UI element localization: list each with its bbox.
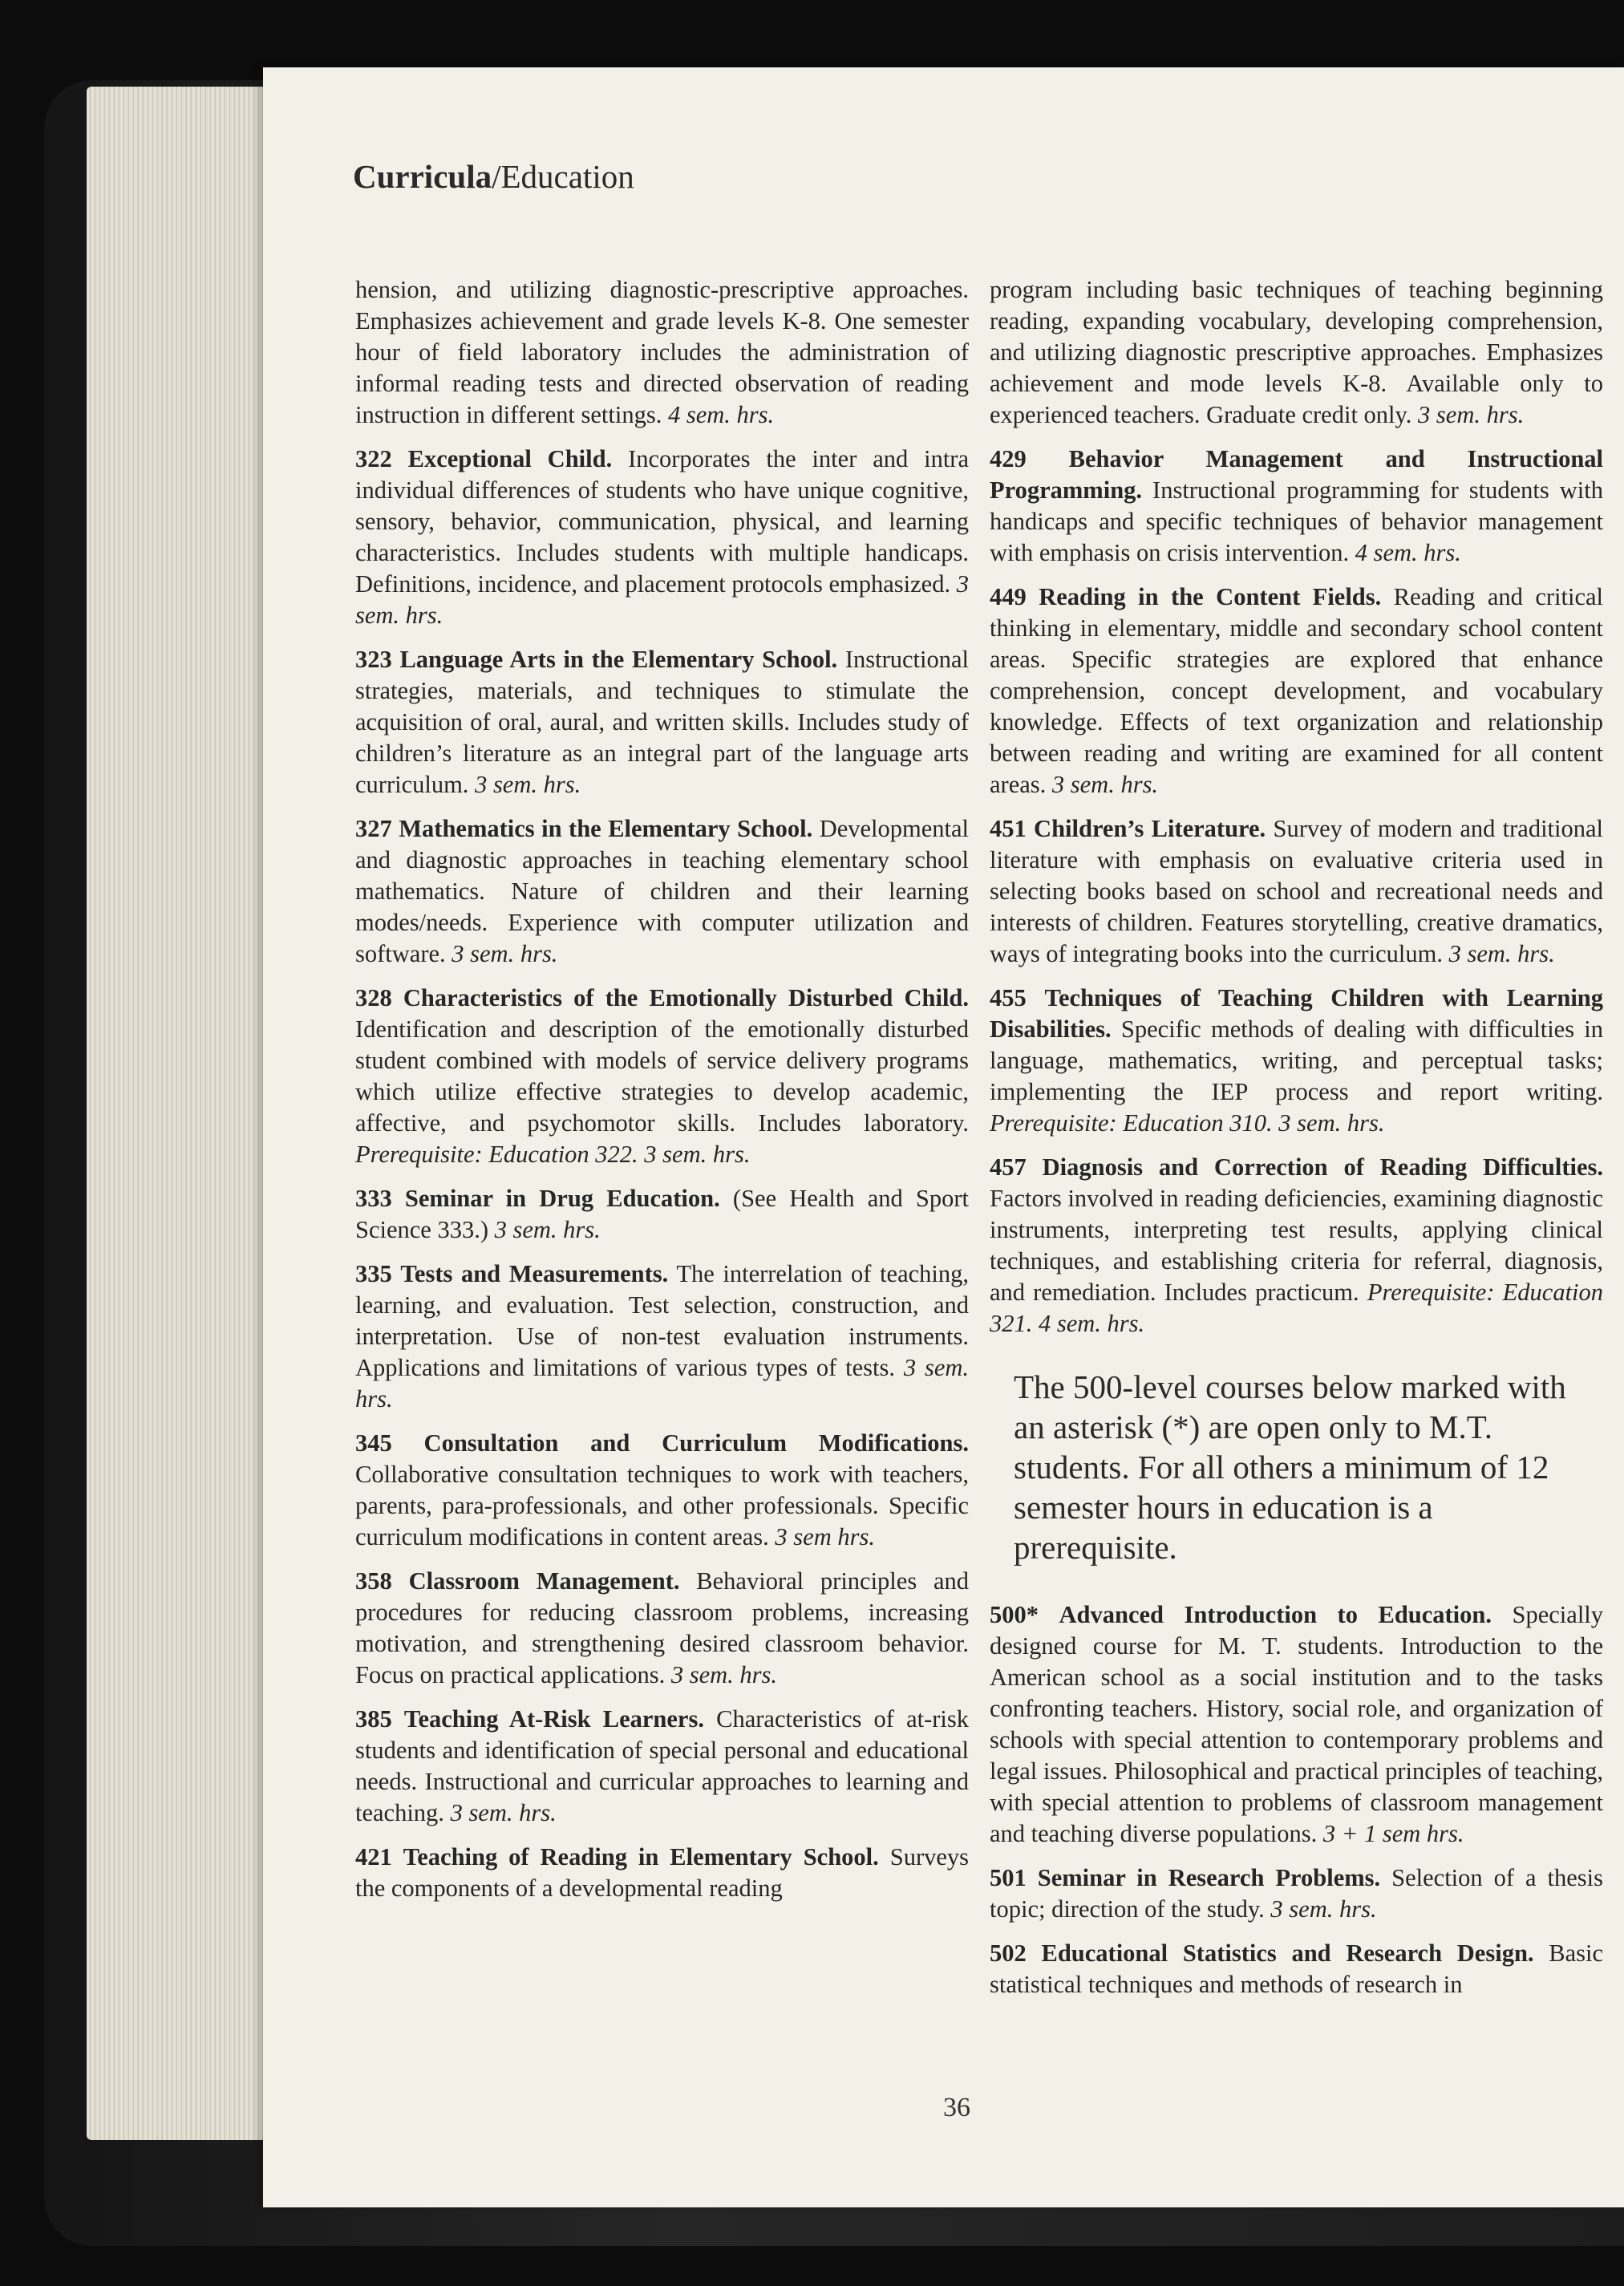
course-title: Characteristics of the Emotionally Disturbed Child. xyxy=(403,984,970,1011)
course-title: Tests and Measurements. xyxy=(400,1260,669,1287)
credit-hours: 4 sem. hrs. xyxy=(667,401,775,428)
course-description: Reading and critical thinking in elementary, middle and secondary school content areas. Specific strategies are explored that enhance comprehension, concept development, and vocabulary knowledge. Effects of text organization and relationship between reading and writing are examined for all content areas. xyxy=(990,583,1604,798)
graduate-course-entries xyxy=(990,1599,1603,2000)
left-column xyxy=(355,274,969,1917)
course-description: Developmental and diagnostic approaches in teaching elementary school mathematics. Nature of children and their learning modes/needs. Experience with computer utilization and software. xyxy=(355,815,970,967)
course-number: 429 xyxy=(990,445,1027,472)
course-title: Teaching of Reading in Elementary School. xyxy=(403,1843,879,1871)
course-entry xyxy=(990,582,1603,801)
course-entry xyxy=(355,1842,969,1904)
course-title: Advanced Introduction to Education. xyxy=(1059,1601,1492,1628)
course-description: The interrelation of teaching, learning, and evaluation. Test selection, construction, and interpretation. Use of non-test evaluation instruments. Applications and limitations of various types of tests. xyxy=(355,1260,970,1381)
right-column-entries xyxy=(990,274,1603,1340)
credit-hours: 3 sem. hrs. xyxy=(1418,401,1525,428)
prerequisite-course: Education 322. xyxy=(488,1141,638,1168)
course-description: Behavioral principles and procedures for reducing classroom problems, increasing motivation, and strengthening desired classroom behavior. Focus on practical applications. xyxy=(355,1567,970,1688)
course-title: Exceptional Child. xyxy=(407,445,613,472)
course-title: Teaching At-Risk Learners. xyxy=(403,1705,704,1733)
credit-hours: 3 sem. hrs. xyxy=(450,1799,557,1826)
course-title: Classroom Management. xyxy=(408,1567,680,1595)
course-description: Selection of a thesis topic; direction of the study. xyxy=(990,1864,1604,1923)
course-number: 455 xyxy=(990,984,1027,1011)
prerequisite-label: Prerequisite: xyxy=(1367,1279,1495,1306)
credit-hours: 3 sem. hrs. xyxy=(644,1141,751,1168)
prerequisite-course: Education 321. xyxy=(990,1279,1604,1337)
page-edges xyxy=(87,87,279,2140)
course-entry xyxy=(990,1152,1603,1340)
course-number: 457 xyxy=(990,1153,1027,1181)
course-entry xyxy=(355,1183,969,1246)
credit-hours: 3 sem. hrs. xyxy=(1270,1895,1377,1923)
course-entry xyxy=(990,983,1603,1139)
course-number: 502 xyxy=(990,1939,1027,1967)
credit-hours: 4 sem. hrs. xyxy=(1039,1310,1145,1337)
running-head xyxy=(353,157,634,196)
course-description: Collaborative consultation techniques to work with teachers, parents, para-professionals, and other professionals. Specific curriculum modifications in content areas. xyxy=(355,1461,969,1550)
credit-hours: 3 sem. hrs. xyxy=(475,771,581,798)
credit-hours: 3 + 1 sem hrs. xyxy=(1322,1820,1464,1847)
credit-hours: 3 sem. hrs. xyxy=(670,1661,778,1688)
credit-hours: 4 sem. hrs. xyxy=(1355,539,1461,566)
right-column xyxy=(990,274,1603,2013)
course-title: Reading in the Content Fields. xyxy=(1039,583,1382,610)
course-title: Seminar in Drug Education. xyxy=(404,1185,720,1212)
course-description: Surveys the components of a developmental reading xyxy=(355,1843,970,1902)
credit-hours: 3 sem. hrs. xyxy=(1448,940,1555,967)
course-title: Diagnosis and Correction of Reading Difficulties. xyxy=(1042,1153,1603,1181)
course-entry xyxy=(990,1599,1603,1850)
prerequisite-label: Prerequisite: xyxy=(355,1141,483,1168)
course-entry xyxy=(355,444,969,631)
course-title: Children’s Literature. xyxy=(1034,815,1266,842)
course-description: hension, and utilizing diagnostic-prescriptive approaches. Emphasizes achievement and grade levels K-8. One semester hour of field laboratory includes the administration of informal reading tests and directed observation of reading instruction in different settings. xyxy=(355,276,969,428)
credit-hours: 3 sem. hrs. xyxy=(452,940,558,967)
course-title: Language Arts in the Elementary School. xyxy=(399,646,838,673)
course-number: 421 xyxy=(355,1843,392,1871)
prerequisite-label: Prerequisite: xyxy=(990,1109,1117,1137)
credit-hours: 3 sem. hrs. xyxy=(1278,1109,1385,1137)
running-head-subsection: /Education xyxy=(492,158,634,195)
course-entry xyxy=(990,274,1603,431)
course-number: 323 xyxy=(355,646,392,673)
course-description: Incorporates the inter and intra individual differences of students who have unique cognitive, sensory, behavior, communication, physical, and learning characteristics. Includes students with multiple handicaps. Definitions, incidence, and placement protocols emphasized. xyxy=(355,445,969,598)
course-number: 449 xyxy=(990,583,1027,610)
credit-hours: 3 sem. hrs. xyxy=(355,570,970,629)
course-description: Characteristics of at-risk students and identification of special personal and educational needs. Instructional and curricular approaches to learning and teaching. xyxy=(355,1705,970,1826)
course-title: Seminar in Research Problems. xyxy=(1037,1864,1381,1891)
course-number: 358 xyxy=(355,1567,392,1595)
course-description: Survey of modern and traditional literature with emphasis on evaluative criteria used in selecting books based on school and recreational needs and interests of children. Features storytelling, creative dramatics, ways of integrating books into the curriculum. xyxy=(990,815,1604,967)
course-entry xyxy=(355,1704,969,1829)
credit-hours: 3 sem. hrs. xyxy=(494,1216,601,1243)
credit-hours: 3 sem. hrs. xyxy=(355,1354,970,1413)
course-entry xyxy=(355,1428,969,1553)
course-number: 500* xyxy=(990,1601,1039,1628)
course-description: Instructional strategies, materials, and techniques to stimulate the acquisition of oral, aural, and written skills. Includes study of children’s literature as an integral part of the language arts curriculum. xyxy=(355,646,970,798)
graduate-notice: The 500-level courses below marked with an asterisk (*) are open only to M.T. students. For all others a minimum of 12 semester hours in education is a prerequisite. xyxy=(1014,1368,1566,1566)
course-entry xyxy=(355,983,969,1170)
course-title: Educational Statistics and Research Design. xyxy=(1041,1939,1534,1967)
course-entry xyxy=(355,1259,969,1415)
course-entry xyxy=(990,1938,1603,2000)
course-description: Specially designed course for M. T. students. Introduction to the American school as a social institution and to the tasks confronting teachers. History, social role, and organization of schools with special attention to contemporary problems and legal issues. Philosophical and practical principles of teaching, with special attention to problems of classroom management and teaching diverse populations. xyxy=(990,1601,1604,1847)
page-number: 36 xyxy=(943,2093,970,2122)
course-entry xyxy=(990,444,1603,569)
course-entry xyxy=(355,813,969,970)
course-entry xyxy=(355,644,969,801)
course-entry xyxy=(990,813,1603,970)
course-title: Mathematics in the Elementary School. xyxy=(399,815,813,842)
course-title: Techniques of Teaching Children with Learning Disabilities. xyxy=(990,984,1604,1043)
credit-hours: 3 sem. hrs. xyxy=(1051,771,1159,798)
course-number: 501 xyxy=(990,1864,1027,1891)
course-number: 345 xyxy=(355,1429,392,1457)
course-description: Identification and description of the emotionally disturbed student combined with models of service delivery programs which utilize effective strategies to develop academic, affective, and psychomotor skills. Includes laboratory. xyxy=(355,1015,969,1137)
course-number: 385 xyxy=(355,1705,392,1733)
course-description: program including basic techniques of teaching beginning reading, expanding vocabulary, developing comprehension, and utilizing diagnostic prescriptive approaches. Emphasizes achievement and mode levels K-8. Available only to experienced teachers. Graduate credit only. xyxy=(990,276,1603,428)
course-number: 451 xyxy=(990,815,1027,842)
credit-hours: 3 sem hrs. xyxy=(775,1523,875,1550)
running-head-section: Curricula xyxy=(353,158,492,195)
course-title: Consultation and Curriculum Modifications. xyxy=(423,1429,969,1457)
course-description: Instructional programming for students with handicaps and specific techniques of behavior management with emphasis on crisis intervention. xyxy=(990,476,1604,566)
course-entry xyxy=(355,1566,969,1691)
course-number: 328 xyxy=(355,984,392,1011)
course-number: 327 xyxy=(355,815,392,842)
course-number: 335 xyxy=(355,1260,392,1287)
course-title: Behavior Management and Instructional Programming. xyxy=(990,445,1604,504)
course-description: Specific methods of dealing with difficulties in language, mathematics, writing, and perceptual tasks; implementing the IEP process and report writing. xyxy=(990,1015,1603,1105)
course-description: Basic statistical techniques and methods of research in xyxy=(990,1939,1604,1998)
course-number: 322 xyxy=(355,445,392,472)
course-number: 333 xyxy=(355,1185,392,1212)
course-description: Factors involved in reading deficiencies, examining diagnostic instruments, interpreting test results, applying clinical techniques, and establishing criteria for referral, diagnosis, and remediation. Includes practicum. xyxy=(990,1185,1603,1306)
prerequisite-course: Education 310. xyxy=(1123,1109,1273,1137)
course-entry xyxy=(990,1862,1603,1925)
course-entry xyxy=(355,274,969,431)
course-description: (See Health and Sport Science 333.) xyxy=(355,1185,970,1243)
book-page xyxy=(263,67,1624,2207)
